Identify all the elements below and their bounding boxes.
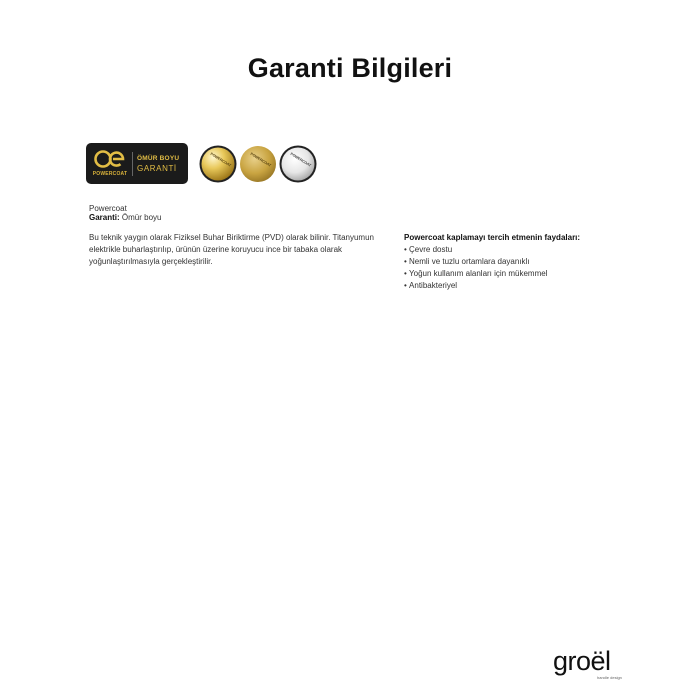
benefits-title: Powercoat kaplamayı tercih etmenin faydaları:	[404, 233, 581, 242]
list-item: • Nemli ve tuzlu ortamlara dayanıklı	[404, 256, 664, 268]
product-description: Bu teknik yaygın olarak Fiziksel Buhar Biriktirme (PVD) olarak bilinir. Titanyumun elektrikle buharlaştırılıp, ürünün üzerine koruyucu ince bir tabaka olarak yoğunlaştırılmasıyla gerçekleştirilir.	[89, 233, 374, 266]
warranty-line	[89, 212, 161, 224]
list-item: • Çevre dostu	[404, 244, 664, 256]
product-name: Powercoat	[89, 204, 127, 213]
badge-brand-label: POWERCOAT	[92, 171, 128, 177]
powercoat-logo-icon	[92, 149, 126, 169]
swatch-label: POWERCOAT	[249, 151, 272, 168]
swatch-brushed-gold	[238, 144, 278, 184]
swatch-label: POWERCOAT	[289, 151, 312, 168]
badge-divider	[132, 152, 133, 176]
swatch-chrome	[278, 144, 318, 184]
brand-tagline: handle design	[597, 675, 622, 680]
list-item: • Antibakteriyel	[404, 280, 664, 292]
badge-warranty-label: GARANTİ	[137, 164, 177, 173]
badge-lifetime-label: ÖMÜR BOYU	[137, 155, 180, 162]
brand-logo: groël	[553, 646, 611, 676]
swatch-label: POWERCOAT	[209, 151, 232, 168]
swatch-polished-gold	[198, 144, 238, 184]
benefits-section	[404, 232, 664, 292]
benefits-list	[404, 244, 664, 292]
powercoat-warranty-badge	[86, 143, 188, 184]
page-title: Garanti Bilgileri	[247, 53, 453, 83]
warranty-label: Garanti:	[89, 213, 120, 222]
warranty-value: Ömür boyu	[121, 213, 162, 222]
list-item: • Yoğun kullanım alanları için mükemmel	[404, 268, 664, 280]
